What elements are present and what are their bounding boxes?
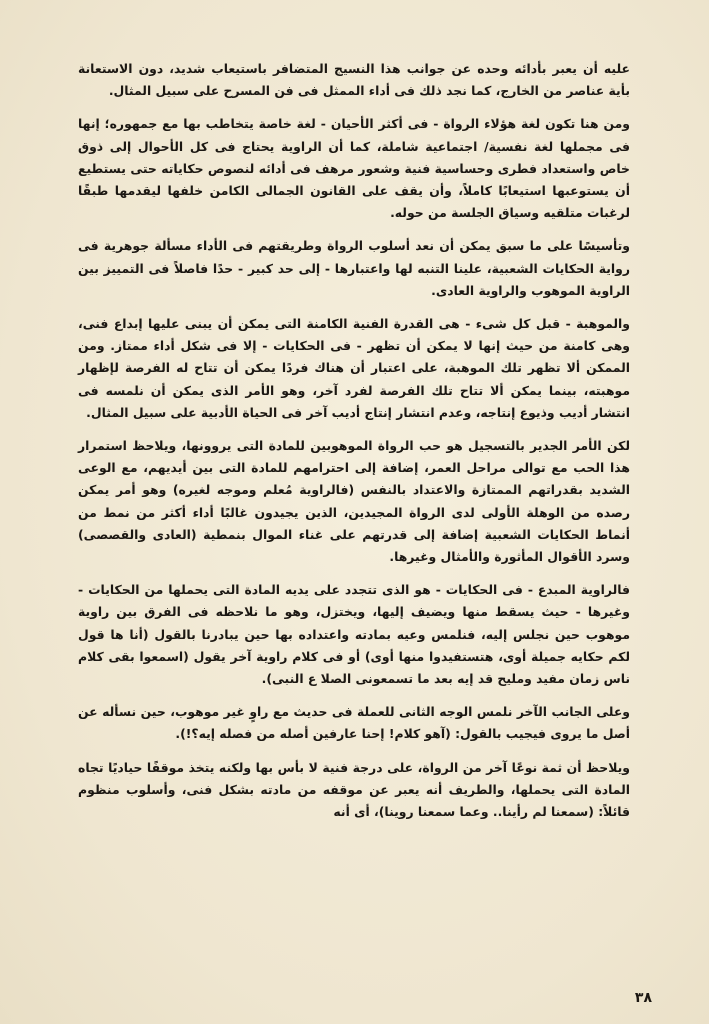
paragraph: وعلى الجانب الآخر نلمس الوجه الثانى للعملة فى حديث مع راوٍ غير موهوب، حين نسأله عن أصل ما يروى فيجيب بالقول: (آهو كلام! إحنا عارفين أصله من فصله إيه؟!).	[78, 704, 630, 742]
paragraph: ويلاحظ أن ثمة نوعًا آخر من الرواة، على درجة فنية لا بأس بها ولكنه يتخذ موقفًا حياديًا تجاه المادة التى يحملها، والطريف أنه يعبر عن موقفه من مادته بشكل فنى، وأسلوب منظوم قائلاً: (سمعنا لم رأينا.. وعما سمعنا روينا)، أى أنه	[78, 759, 630, 820]
body-text	[78, 58, 630, 834]
paragraph: ومن هنا تكون لغة هؤلاء الرواة - فى أكثر الأحيان - لغة خاصة يتخاطب بها مع جمهوره؛ إنها فى مجملها لغة نفسية/ اجتماعية شاملة، كما أن الراوية يحتاج فى كل الأحوال إلى ذوق خاص واستعداد فطرى وحساسية فنية وشعور مرهف فى أدائه لنصوص حكاياته حتى يستطيع أن يستوعبها استيعابًا كاملاً، وأن يقف على القانون الجمالى الكامن خلفها ليقدمها طبقًا لرغبات متلقيه وسياق الجلسة من حوله.	[78, 116, 630, 221]
paragraph: وتأسيسًا على ما سبق يمكن أن نعد أسلوب الرواة وطريقتهم فى الأداء مسألة جوهرية فى رواية الحكايات الشعبية، علينا التنبه لها واعتبارها - إلى حد كبير - حدًا فاصلاً فى التمييز بين الراوية الموهوب والراوية العادى.	[78, 238, 630, 298]
paragraph: لكن الأمر الجدير بالتسجيل هو حب الرواة الموهوبين للمادة التى يروونها، ويلاحظ استمرار هذا الحب مع توالى مراحل العمر، إضافة إلى احترامهم للمادة التى بين أيديهم، مع الوعى الشديد بقدراتهم الممتازة والاعتداد بالنفس (فالراوية مُعلم وموجه لغيره) وهو أمر يمكن رصده من الوهلة الأولى لدى الرواة المجيدين، الذين يجيدون غالبًا أداء أكثر من نمط من أنماط الحكايات الشعبية إضافة إلى قدرتهم على غناء الموال بنمطية (العادى والقصصى) وسرد الأقوال المأثورة والأمثال وغيرها.	[78, 438, 630, 565]
paragraph: والموهبة - قبل كل شىء - هى القدرة الفنية الكامنة التى يمكن أن يبنى عليها إبداع فنى، وهى كامنة من حيث إنها لا يمكن أن تظهر - فى الحكايات - إلا فى شكل أداء ممتاز. ومن الممكن ألا تظهر تلك الموهبة، على اعتبار أن هناك فردًا يمكن أن تتاح له الفرصة لإظهار موهبته، بينما يمكن ألا تتاح تلك الفرصة لفرد آخر، وهو الأمر الذى يمكن أن نلمسه فى انتشار أديب وذيوع إنتاجه، وعدم انتشار إنتاج أديب آخر فى الحياة الأدبية على سبيل المثال.	[78, 316, 630, 420]
paragraph: عليه أن يعبر بأدائه وحده عن جوانب هذا النسيج المتضافر باستيعاب شديد، دون الاستعانة بأية عناصر من الخارج، كما نجد ذلك فى أداء الممثل فى فن المسرح على سبيل المثال.	[78, 61, 630, 99]
page-number: ٣٨	[634, 990, 652, 1006]
paragraph: فالراوية المبدع - فى الحكايات - هو الذى تتجدد على يديه المادة التى يحملها من الحكايات - وغيرها - حيث يسقط منها ويضيف إليها، ويختزل، وهو ما نلاحظه فى الفرق بين راوية موهوب حين نجلس إليه، فنلمس وعيه بمادته واعتداده بها حين يبادرنا بالقول (أنا ها قول لكم حكايه جميلة أوى، هتستفيدوا منها أوى) أو فى كلام راوية آخر يقول (اسمعوا بقى كلام ناس زمان مفيد ومليح قد إيه بعد ما تسمعونى الصلا ع النبى).	[78, 582, 630, 687]
